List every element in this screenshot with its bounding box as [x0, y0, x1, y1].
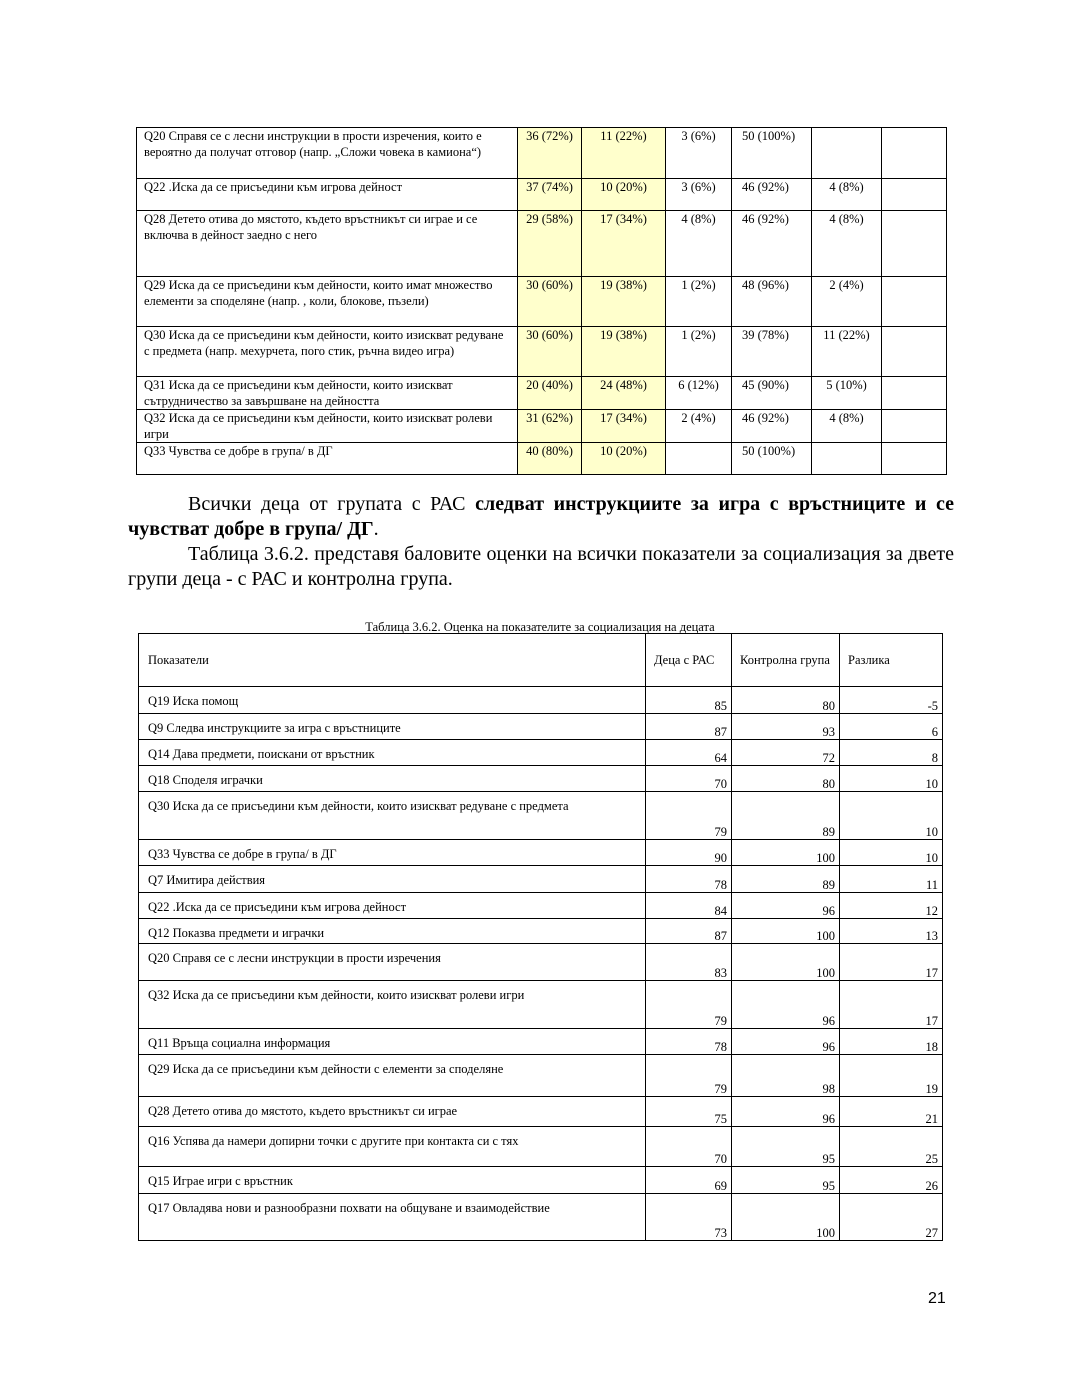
value-cell: 19 (38%) [582, 277, 666, 327]
asd-value: 79 [646, 981, 732, 1029]
asd-value: 70 [646, 1127, 732, 1167]
question-cell: Q29 Иска да се присъедини към дейности, които имат множество елементи за споделяне (напр. , коли, блокове, пъзели) [137, 277, 518, 327]
value-cell: 1 (2%) [666, 277, 732, 327]
value-cell: 46 (92%) [732, 179, 812, 211]
control-value: 100 [732, 919, 840, 944]
control-value: 89 [732, 866, 840, 893]
asd-value: 64 [646, 740, 732, 766]
paragraph-1-text: Всички деца от групата с РАС [188, 493, 476, 515]
table-header-row [139, 634, 943, 687]
header-indicators: Показатели [139, 634, 646, 687]
control-value: 89 [732, 792, 840, 840]
difference-value: 26 [840, 1167, 943, 1194]
difference-value: 17 [840, 944, 943, 981]
table-row [139, 840, 943, 866]
value-cell [666, 443, 732, 475]
value-cell: 4 (8%) [812, 179, 882, 211]
table-row [139, 1097, 943, 1127]
asd-value: 75 [646, 1097, 732, 1127]
value-cell [882, 443, 947, 475]
asd-value: 87 [646, 919, 732, 944]
table-row [137, 377, 947, 410]
body-text [128, 492, 954, 592]
paragraph-1 [128, 492, 954, 542]
indicator-cell: Q19 Иска помощ [139, 687, 646, 714]
value-cell: 10 (20%) [582, 443, 666, 475]
control-value: 98 [732, 1055, 840, 1097]
value-cell: 2 (4%) [812, 277, 882, 327]
indicator-cell: Q33 Чувства се добре в група/ в ДГ [139, 840, 646, 866]
indicator-cell: Q12 Показва предмети и играчки [139, 919, 646, 944]
value-cell: 46 (92%) [732, 211, 812, 277]
difference-value: 8 [840, 740, 943, 766]
value-cell: 39 (78%) [732, 327, 812, 377]
control-value: 93 [732, 714, 840, 740]
indicator-cell: Q14 Дава предмети, поискани от връстник [139, 740, 646, 766]
question-cell: Q32 Иска да се присъедини към дейности, които изискват ролеви игри [137, 410, 518, 443]
paragraph-2: Таблица 3.6.2. представя баловите оценки на всички показатели за социализация за двете групи деца - с РАС и контролна група. [128, 543, 954, 590]
value-cell: 17 (34%) [582, 410, 666, 443]
difference-value: 10 [840, 766, 943, 792]
table-row [137, 179, 947, 211]
value-cell: 31 (62%) [518, 410, 582, 443]
question-cell: Q30 Иска да се присъедини към дейности, които изискват редуване с предмета (напр. мехурчета, пого стик, ръчна видео игра) [137, 327, 518, 377]
table-2-caption: Таблица 3.6.2. Оценка на показателите за социализация на децата [365, 620, 715, 634]
value-cell: 50 (100%) [732, 443, 812, 475]
table-row [137, 443, 947, 475]
control-value: 80 [732, 687, 840, 714]
table-row [139, 866, 943, 893]
indicator-cell: Q7 Имитира действия [139, 866, 646, 893]
indicator-cell: Q9 Следва инструкциите за игра с връстниците [139, 714, 646, 740]
asd-value: 70 [646, 766, 732, 792]
table-row [139, 919, 943, 944]
value-cell: 11 (22%) [582, 128, 666, 179]
value-cell: 48 (96%) [732, 277, 812, 327]
difference-value: 6 [840, 714, 943, 740]
indicator-cell: Q11 Връща социална информация [139, 1029, 646, 1055]
page-number: 21 [928, 1290, 946, 1307]
difference-value: 19 [840, 1055, 943, 1097]
header-difference: Разлика [840, 634, 943, 687]
indicator-cell: Q20 Справя се с лесни инструкции в прости изречения [139, 944, 646, 981]
table-row [139, 1194, 943, 1241]
table-1 [136, 127, 947, 475]
control-value: 80 [732, 766, 840, 792]
control-value: 96 [732, 981, 840, 1029]
table-row [137, 277, 947, 327]
control-value: 95 [732, 1127, 840, 1167]
control-value: 95 [732, 1167, 840, 1194]
control-value: 100 [732, 944, 840, 981]
asd-value: 69 [646, 1167, 732, 1194]
table-row [139, 740, 943, 766]
indicator-cell: Q18 Споделя играчки [139, 766, 646, 792]
question-cell: Q31 Иска да се присъедини към дейности, които изискват сътрудничество за завършване на дейността [137, 377, 518, 410]
value-cell [882, 410, 947, 443]
asd-value: 78 [646, 1029, 732, 1055]
indicator-cell: Q30 Иска да се присъедини към дейности, които изискват редуване с предмета [139, 792, 646, 840]
value-cell: 24 (48%) [582, 377, 666, 410]
asd-value: 90 [646, 840, 732, 866]
value-cell: 36 (72%) [518, 128, 582, 179]
table-row [139, 893, 943, 919]
value-cell: 20 (40%) [518, 377, 582, 410]
value-cell [882, 377, 947, 410]
table-row [139, 981, 943, 1029]
value-cell [882, 128, 947, 179]
table-row [139, 687, 943, 714]
value-cell: 50 (100%) [732, 128, 812, 179]
control-value: 100 [732, 840, 840, 866]
difference-value: -5 [840, 687, 943, 714]
control-value: 96 [732, 893, 840, 919]
difference-value: 12 [840, 893, 943, 919]
table-row [139, 1127, 943, 1167]
control-value: 72 [732, 740, 840, 766]
value-cell: 3 (6%) [666, 128, 732, 179]
asd-value: 73 [646, 1194, 732, 1241]
table-row [137, 410, 947, 443]
asd-value: 79 [646, 1055, 732, 1097]
asd-value: 83 [646, 944, 732, 981]
indicator-cell: Q22 .Иска да се присъедини към игрова дейност [139, 893, 646, 919]
table-row [137, 327, 947, 377]
indicator-cell: Q28 Детето отива до мястото, където връстникът си играе [139, 1097, 646, 1127]
value-cell: 3 (6%) [666, 179, 732, 211]
difference-value: 10 [840, 792, 943, 840]
difference-value: 25 [840, 1127, 943, 1167]
value-cell: 37 (74%) [518, 179, 582, 211]
difference-value: 27 [840, 1194, 943, 1241]
control-value: 96 [732, 1097, 840, 1127]
value-cell: 10 (20%) [582, 179, 666, 211]
table-row [139, 944, 943, 981]
table-row [139, 714, 943, 740]
header-asd-children: Деца с РАС [646, 634, 732, 687]
value-cell: 45 (90%) [732, 377, 812, 410]
question-cell: Q28 Детето отива до мястото, където връстникът си играе и се включва в дейност заедно с него [137, 211, 518, 277]
difference-value: 17 [840, 981, 943, 1029]
value-cell: 1 (2%) [666, 327, 732, 377]
asd-value: 84 [646, 893, 732, 919]
value-cell: 4 (8%) [812, 211, 882, 277]
question-cell: Q22 .Иска да се присъедини към игрова дейност [137, 179, 518, 211]
paragraph-1-bold: следват инструкциите за игра с връстниците и се чувстват добре в група/ ДГ [128, 493, 954, 540]
value-cell [882, 179, 947, 211]
asd-value: 87 [646, 714, 732, 740]
value-cell [812, 128, 882, 179]
table-row [139, 1029, 943, 1055]
value-cell [882, 327, 947, 377]
paragraph-1-end: . [373, 518, 379, 540]
value-cell: 46 (92%) [732, 410, 812, 443]
table-row [139, 1055, 943, 1097]
indicator-cell: Q32 Иска да се присъедини към дейности, които изискват ролеви игри [139, 981, 646, 1029]
asd-value: 78 [646, 866, 732, 893]
difference-value: 11 [840, 866, 943, 893]
value-cell: 19 (38%) [582, 327, 666, 377]
table-row [137, 211, 947, 277]
control-value: 100 [732, 1194, 840, 1241]
indicator-cell: Q17 Овладява нови и разнообразни похвати на общуване и взаимодействие [139, 1194, 646, 1241]
value-cell: 11 (22%) [812, 327, 882, 377]
asd-value: 79 [646, 792, 732, 840]
difference-value: 10 [840, 840, 943, 866]
value-cell: 4 (8%) [812, 410, 882, 443]
table-row [139, 1167, 943, 1194]
difference-value: 21 [840, 1097, 943, 1127]
value-cell: 4 (8%) [666, 211, 732, 277]
indicator-cell: Q29 Иска да се присъедини към дейности с елементи за споделяне [139, 1055, 646, 1097]
value-cell [882, 211, 947, 277]
question-cell: Q33 Чувства се добре в група/ в ДГ [137, 443, 518, 475]
indicator-cell: Q16 Успява да намери допирни точки с другите при контакта си с тях [139, 1127, 646, 1167]
table-2 [138, 633, 943, 1241]
question-cell: Q20 Справя се с лесни инструкции в прости изречения, които е вероятно да получат отговор (напр. „Сложи човека в камиона“) [137, 128, 518, 179]
difference-value: 18 [840, 1029, 943, 1055]
header-control-group: Контролна група [732, 634, 840, 687]
table-row [139, 792, 943, 840]
table-row [139, 766, 943, 792]
asd-value: 85 [646, 687, 732, 714]
value-cell: 17 (34%) [582, 211, 666, 277]
value-cell [812, 443, 882, 475]
indicator-cell: Q15 Играе игри с връстник [139, 1167, 646, 1194]
value-cell: 2 (4%) [666, 410, 732, 443]
table-row [137, 128, 947, 179]
value-cell: 5 (10%) [812, 377, 882, 410]
value-cell: 29 (58%) [518, 211, 582, 277]
value-cell: 40 (80%) [518, 443, 582, 475]
control-value: 96 [732, 1029, 840, 1055]
value-cell [882, 277, 947, 327]
value-cell: 30 (60%) [518, 277, 582, 327]
difference-value: 13 [840, 919, 943, 944]
value-cell: 6 (12%) [666, 377, 732, 410]
value-cell: 30 (60%) [518, 327, 582, 377]
